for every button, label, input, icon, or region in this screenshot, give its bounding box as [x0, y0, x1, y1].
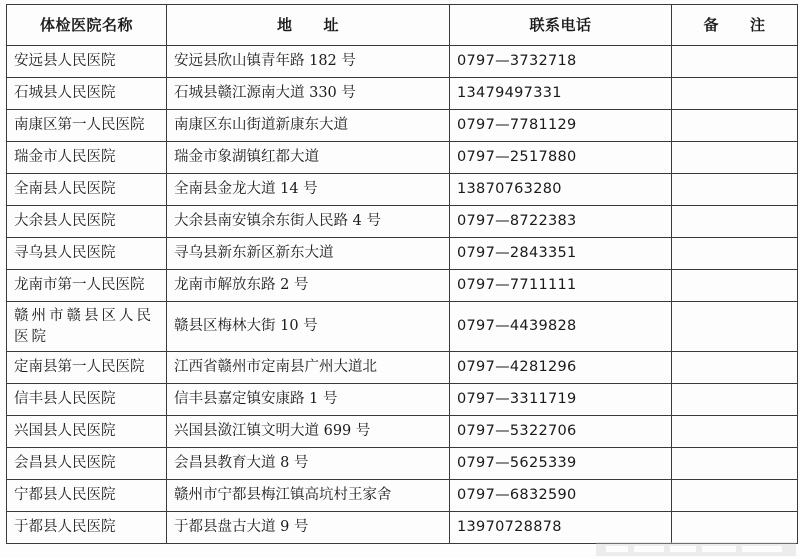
address-cell: 会昌县教育大道 8 号: [167, 448, 450, 480]
phone-cell: 0797—2843351: [450, 238, 672, 270]
address-cell: 石城县赣江源南大道 330 号: [167, 78, 450, 110]
address-cell: 龙南市解放东路 2 号: [167, 270, 450, 302]
phone-cell: 0797—7781129: [450, 110, 672, 142]
table-body: [7, 46, 798, 544]
hospital-name-cell: 寻乌县人民医院: [7, 238, 167, 270]
hospital-name-cell: 会昌县人民医院: [7, 448, 167, 480]
note-cell: [672, 512, 798, 544]
hospital-name-cell: 赣州市赣县区人民医院: [7, 302, 167, 352]
phone-cell: 13870763280: [450, 174, 672, 206]
phone-cell: 13479497331: [450, 78, 672, 110]
table-row: [7, 352, 798, 384]
address-cell: 瑞金市象湖镇红都大道: [167, 142, 450, 174]
address-cell: 全南县金龙大道 14 号: [167, 174, 450, 206]
note-cell: [672, 352, 798, 384]
table-row: [7, 302, 798, 352]
hospital-name-cell: 信丰县人民医院: [7, 384, 167, 416]
address-cell: 大余县南安镇余东街人民路 4 号: [167, 206, 450, 238]
note-cell: [672, 142, 798, 174]
header-phone: 联系电话: [450, 5, 672, 46]
table-row: [7, 416, 798, 448]
address-cell: 信丰县嘉定镇安康路 1 号: [167, 384, 450, 416]
note-cell: [672, 480, 798, 512]
hospital-name-cell: 定南县第一人民医院: [7, 352, 167, 384]
note-cell: [672, 384, 798, 416]
hospital-name-cell: 于都县人民医院: [7, 512, 167, 544]
hospital-table: [6, 4, 798, 544]
phone-cell: 0797—6832590: [450, 480, 672, 512]
note-cell: [672, 270, 798, 302]
table-row: [7, 270, 798, 302]
address-cell: 赣州市宁都县梅江镇高坑村王家舍: [167, 480, 450, 512]
hospital-name-cell: 全南县人民医院: [7, 174, 167, 206]
table-row: [7, 384, 798, 416]
hospital-name-cell: 大余县人民医院: [7, 206, 167, 238]
phone-cell: 0797—2517880: [450, 142, 672, 174]
phone-cell: 0797—5322706: [450, 416, 672, 448]
address-cell: 寻乌县新东新区新东大道: [167, 238, 450, 270]
table-row: [7, 480, 798, 512]
phone-cell: 0797—7711111: [450, 270, 672, 302]
note-cell: [672, 174, 798, 206]
hospital-name-cell: 宁都县人民医院: [7, 480, 167, 512]
table-row: [7, 46, 798, 78]
note-cell: [672, 78, 798, 110]
note-cell: [672, 206, 798, 238]
phone-cell: 0797—3311719: [450, 384, 672, 416]
hospital-name-cell: 兴国县人民医院: [7, 416, 167, 448]
table-row: [7, 142, 798, 174]
note-cell: [672, 448, 798, 480]
table-row: [7, 78, 798, 110]
header-hospital-name: 体检医院名称: [7, 5, 167, 46]
phone-cell: 13970728878: [450, 512, 672, 544]
address-cell: 安远县欣山镇青年路 182 号: [167, 46, 450, 78]
table-header-row: [7, 5, 798, 46]
watermark-graphic: [596, 542, 796, 556]
address-cell: 兴国县潋江镇文明大道 699 号: [167, 416, 450, 448]
address-cell: 南康区东山街道新康东大道: [167, 110, 450, 142]
header-address: 地 址: [167, 5, 450, 46]
hospital-name-cell: 石城县人民医院: [7, 78, 167, 110]
phone-cell: 0797—8722383: [450, 206, 672, 238]
phone-cell: 0797—4281296: [450, 352, 672, 384]
address-cell: 赣县区梅林大街 10 号: [167, 302, 450, 352]
note-cell: [672, 238, 798, 270]
table-row: [7, 206, 798, 238]
table-row: [7, 448, 798, 480]
note-cell: [672, 302, 798, 352]
phone-cell: 0797—3732718: [450, 46, 672, 78]
table-row: [7, 174, 798, 206]
note-cell: [672, 46, 798, 78]
address-cell: 于都县盘古大道 9 号: [167, 512, 450, 544]
table-row: [7, 110, 798, 142]
note-cell: [672, 110, 798, 142]
phone-cell: 0797—5625339: [450, 448, 672, 480]
header-note: 备 注: [672, 5, 798, 46]
address-cell: 江西省赣州市定南县广州大道北: [167, 352, 450, 384]
hospital-name-cell: 安远县人民医院: [7, 46, 167, 78]
note-cell: [672, 416, 798, 448]
hospital-name-cell: 瑞金市人民医院: [7, 142, 167, 174]
table-row: [7, 238, 798, 270]
hospital-name-cell: 南康区第一人民医院: [7, 110, 167, 142]
table-row: [7, 512, 798, 544]
hospital-name-cell: 龙南市第一人民医院: [7, 270, 167, 302]
phone-cell: 0797—4439828: [450, 302, 672, 352]
